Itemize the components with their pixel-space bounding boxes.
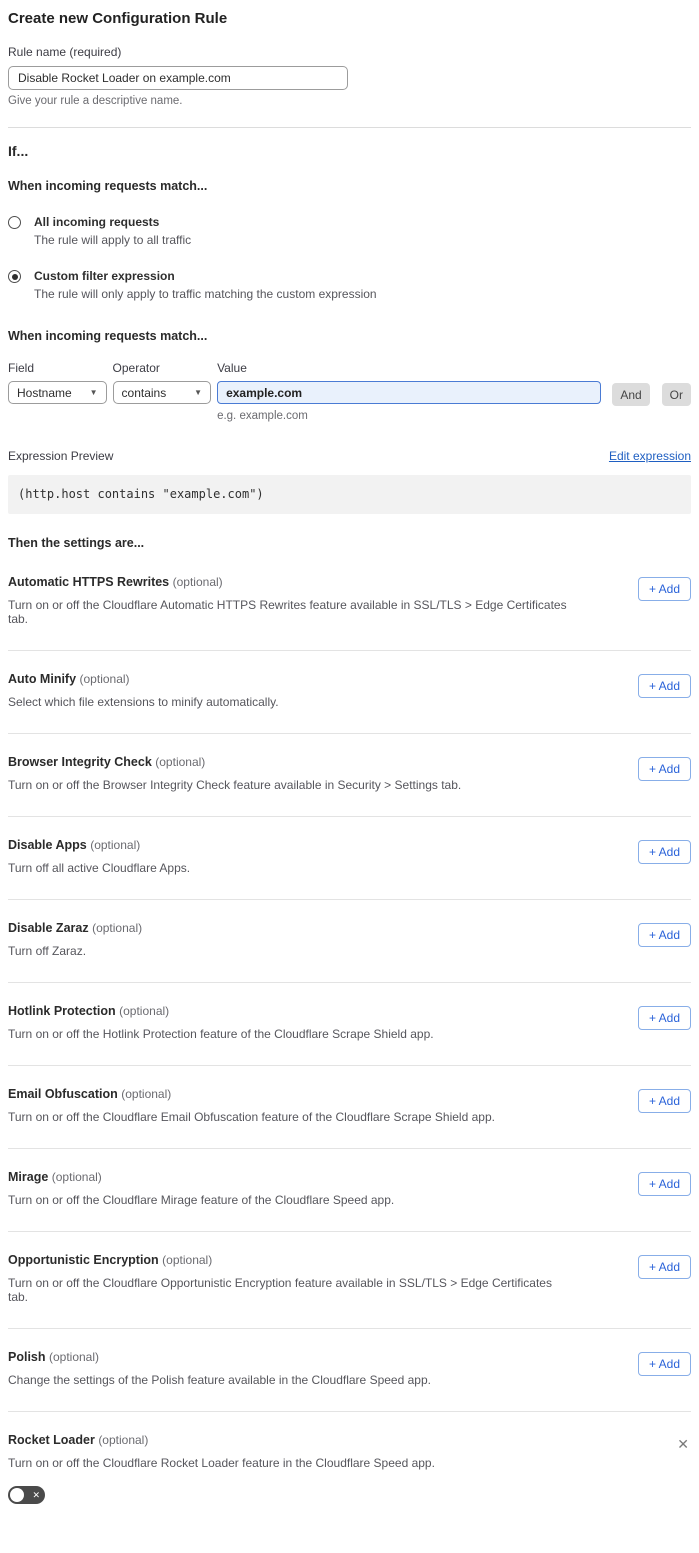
toggle-knob <box>10 1488 24 1502</box>
rocket-loader-toggle[interactable] <box>8 1486 45 1504</box>
if-heading: If... <box>8 143 29 159</box>
rule-name-label: Rule name (required) <box>8 45 122 59</box>
setting-description: Turn off all active Cloudflare Apps. <box>8 861 191 875</box>
builder-heading: When incoming requests match... <box>8 329 208 343</box>
field-select-value: Hostname <box>17 385 72 400</box>
setting-description: Turn on or off the Cloudflare Email Obfuscation feature of the Cloudflare Scrape Shield app. <box>8 1110 495 1124</box>
setting-row <box>8 1149 691 1232</box>
value-label: Value <box>217 361 247 375</box>
radio-all-requests-label: All incoming requests <box>34 215 160 229</box>
rule-name-help: Give your rule a descriptive name. <box>8 95 183 107</box>
value-hint: e.g. example.com <box>217 410 308 422</box>
radio-all-requests-description: The rule will apply to all traffic <box>34 233 192 247</box>
chevron-down-icon: ▼ <box>194 387 203 397</box>
add-setting-button[interactable]: + Add <box>638 674 691 698</box>
setting-optional-tag: (optional) <box>79 672 130 686</box>
settings-list <box>8 554 691 1533</box>
edit-expression-link[interactable]: Edit expression <box>608 449 691 463</box>
setting-name: Opportunistic Encryption <box>8 1253 163 1267</box>
add-setting-button[interactable]: + Add <box>638 840 691 864</box>
setting-optional-tag: (optional) <box>155 755 206 769</box>
setting-optional-tag: (optional) <box>121 1087 172 1101</box>
setting-optional-tag: (optional) <box>90 838 141 852</box>
setting-name: Browser Integrity Check <box>8 755 156 769</box>
setting-name: Disable Apps <box>8 838 91 852</box>
expression-preview-label: Expression Preview <box>8 449 114 463</box>
setting-optional-tag: (optional) <box>48 1350 100 1364</box>
setting-description: Turn on or off the Cloudflare Rocket Loader feature in the Cloudflare Speed app. <box>8 1456 435 1470</box>
field-select[interactable] <box>8 381 107 404</box>
rule-name-input[interactable] <box>8 66 348 90</box>
setting-row <box>8 1412 691 1533</box>
setting-row <box>8 1066 691 1149</box>
and-button[interactable]: And <box>612 383 649 406</box>
radio-option-custom-filter[interactable] <box>8 269 691 301</box>
setting-row <box>8 651 691 734</box>
field-label: Field <box>8 361 35 375</box>
setting-description: Select which file extensions to minify automatically. <box>8 695 279 709</box>
operator-label: Operator <box>112 361 160 375</box>
setting-row <box>8 554 691 651</box>
add-setting-button[interactable]: + Add <box>638 1352 691 1376</box>
radio-custom-filter-description: The rule will only apply to traffic matching the custom expression <box>34 287 377 301</box>
setting-name: Email Obfuscation <box>8 1087 122 1101</box>
setting-description: Turn off Zaraz. <box>8 944 87 958</box>
operator-select-value: contains <box>121 385 167 400</box>
add-setting-button[interactable]: + Add <box>638 757 691 781</box>
expression-preview-header <box>8 449 691 463</box>
setting-name: Mirage <box>8 1170 52 1184</box>
setting-optional-tag: (optional) <box>92 921 143 935</box>
setting-description: Turn on or off the Hotlink Protection feature of the Cloudflare Scrape Shield app. <box>8 1027 434 1041</box>
add-setting-button[interactable]: + Add <box>638 577 691 601</box>
page-title: Create new Configuration Rule <box>8 10 228 27</box>
setting-optional-tag: (optional) <box>98 1433 149 1447</box>
setting-name: Disable Zaraz <box>8 921 93 935</box>
setting-description: Turn on or off the Cloudflare Automatic HTTPS Rewrites feature available in SSL/TLS > Edge Certificates tab. <box>8 598 567 626</box>
setting-name: Hotlink Protection <box>8 1004 120 1018</box>
setting-description: Turn on or off the Cloudflare Opportunistic Encryption feature available in SSL/TLS > Edge Certificates tab. <box>8 1276 552 1304</box>
rule-name-group <box>8 45 691 107</box>
operator-select[interactable] <box>113 381 212 404</box>
setting-name: Automatic HTTPS Rewrites <box>8 575 173 589</box>
setting-description: Turn on or off the Browser Integrity Check feature available in Security > Settings tab. <box>8 778 462 792</box>
setting-description: Turn on or off the Cloudflare Mirage feature of the Cloudflare Speed app. <box>8 1193 395 1207</box>
value-input[interactable] <box>217 381 601 404</box>
setting-optional-tag: (optional) <box>172 575 223 589</box>
setting-row <box>8 900 691 983</box>
add-setting-button[interactable]: + Add <box>638 1006 691 1030</box>
setting-name: Auto Minify <box>8 672 80 686</box>
setting-optional-tag: (optional) <box>119 1004 170 1018</box>
expression-builder-row <box>8 361 691 422</box>
radio-all-requests[interactable] <box>8 216 21 229</box>
radio-option-all-requests[interactable] <box>8 215 691 247</box>
section-divider <box>8 127 691 128</box>
radio-custom-filter-label: Custom filter expression <box>34 269 175 283</box>
setting-optional-tag: (optional) <box>51 1170 102 1184</box>
setting-row <box>8 1232 691 1329</box>
setting-row <box>8 734 691 817</box>
add-setting-button[interactable]: + Add <box>638 923 691 947</box>
setting-name: Polish <box>8 1350 49 1364</box>
toggle-off-x-icon: ✕ <box>32 1490 40 1500</box>
setting-row <box>8 1329 691 1412</box>
chevron-down-icon: ▼ <box>89 387 98 397</box>
then-settings-heading: Then the settings are... <box>8 536 145 550</box>
or-button[interactable]: Or <box>662 383 691 406</box>
add-setting-button[interactable]: + Add <box>638 1255 691 1279</box>
add-setting-button[interactable]: + Add <box>638 1089 691 1113</box>
setting-row <box>8 983 691 1066</box>
setting-optional-tag: (optional) <box>162 1253 213 1267</box>
setting-name: Rocket Loader <box>8 1433 99 1447</box>
setting-row <box>8 817 691 900</box>
close-icon[interactable]: ✕ <box>677 1436 689 1452</box>
add-setting-button[interactable]: + Add <box>638 1172 691 1196</box>
setting-description: Change the settings of the Polish feature available in the Cloudflare Speed app. <box>8 1373 431 1387</box>
expression-preview-box: (http.host contains "example.com") <box>8 475 691 514</box>
match-heading: When incoming requests match... <box>8 179 208 193</box>
radio-custom-filter[interactable] <box>8 270 21 283</box>
